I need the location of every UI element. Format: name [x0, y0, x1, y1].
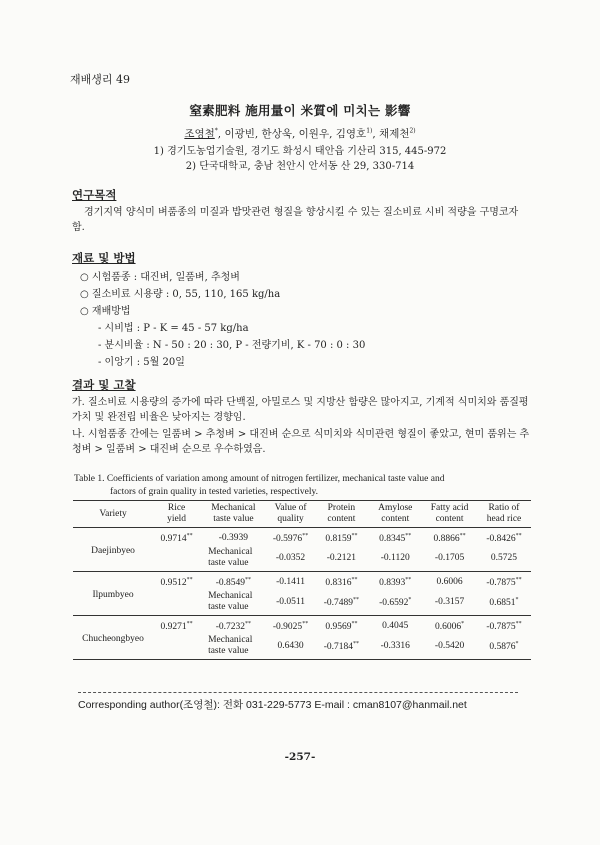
result-item: 나. 시험품종 간에는 일품벼 > 추청벼 > 대진벼 순으로 식미치와 식미관련 형질이 좋았고, 현미 품위는 추청벼 > 일품벼 > 대진벼 순으로 우수하였음. [72, 429, 530, 455]
row-label-mech-taste: Mechanical taste value [200, 589, 267, 616]
table-cell: 0.9271** [160, 621, 193, 633]
variety-cell: Daejinbyeo [73, 528, 153, 572]
method-item: ○ 질소비료 시용량 : 0, 55, 110, 165 kg/ha [80, 289, 281, 300]
table-cell: -0.8549** [215, 577, 252, 589]
table-cell: -0.7184** [314, 633, 368, 660]
co-authors: , 이광빈, 한상욱, 이원우, 김영호 [217, 128, 367, 140]
table-cell: 0.8159** [325, 533, 358, 545]
table-cell [153, 633, 200, 660]
table-cell: -0.5420 [422, 633, 477, 660]
variety-cell: Ilpumbyeo [73, 572, 153, 616]
table-cell: 0.4045 [382, 620, 409, 631]
table-row [73, 572, 531, 590]
table-cell [153, 545, 200, 572]
table-cell: -0.1411 [276, 576, 306, 587]
caption-line: factors of grain quality in tested varieties, respectively. [110, 487, 319, 497]
caption-line: Table 1. Coefficients of variation among amount of nitrogen fertilizer, mechanical taste value and [74, 474, 445, 484]
table-cell: -0.7875** [486, 577, 522, 589]
author-line [0, 126, 600, 141]
method-sub-item: - 분시비율 : N - 50 : 20 : 30, P - 전량기비, K - 70 : 0 : 30 [98, 340, 366, 351]
last-author: , 채제천 [372, 128, 410, 140]
running-header: 재배생리 49 [70, 73, 130, 86]
table-cell: -0.7232** [215, 621, 252, 633]
table-row [73, 528, 531, 546]
method-item: ○ 시험품종 : 대진벼, 일품벼, 추청벼 [80, 272, 240, 283]
footnote-divider [78, 692, 518, 693]
table-cell: -0.0511 [267, 589, 315, 616]
table-cell: -0.0352 [267, 545, 315, 572]
method-item: ○ 재배방법 [80, 306, 131, 317]
table-cell: 0.8393** [379, 577, 412, 589]
corresponding-author: Corresponding author(조영철): 전화 031-229-5773 E-mail : cman8107@hanmail.net [78, 699, 467, 711]
method-sub-item: - 이앙기 : 5월 20일 [98, 357, 185, 368]
row-label-mech-taste: Mechanical taste value [200, 633, 267, 660]
section-heading-methods: 재료 및 방법 [72, 251, 136, 265]
table-cell: -0.6592* [368, 589, 422, 616]
table-cell: 0.5876* [477, 633, 531, 660]
method-sub-item: - 시비법 : P - K = 45 - 57 kg/ha [98, 323, 249, 334]
author-mark: * [214, 127, 218, 135]
table-cell: 0.9569** [325, 621, 358, 633]
table-cell: 0.8345** [379, 533, 412, 545]
author-mark: 2) [409, 127, 416, 135]
table-cell: 0.5725 [477, 545, 531, 572]
row-label-mech-taste: Mechanical taste value [200, 545, 267, 572]
variety-cell: Chucheongbyeo [73, 616, 153, 660]
table-body [73, 528, 531, 660]
table-cell: -0.5976** [272, 533, 309, 545]
col-header-amylose: Amylose content [368, 501, 422, 528]
table-cell: -0.3939 [218, 532, 249, 543]
table-cell: -0.1120 [368, 545, 422, 572]
result-item: 가. 질소비료 시용량의 증가에 따라 단백질, 아밀로스 및 지방산 함량은 많아지고, 기계적 식미치와 품질평가치 및 완전립 비율은 낮아지는 경향임. [72, 397, 529, 423]
table-cell: -0.7489** [314, 589, 368, 616]
results-table [73, 500, 531, 660]
col-header-rice-yield: Rice yield [153, 501, 200, 528]
table-cell: 0.6430 [267, 633, 315, 660]
table-cell: -0.3316 [368, 633, 422, 660]
table-cell: 0.9512** [160, 577, 193, 589]
section-heading-results: 결과 및 고찰 [72, 378, 136, 392]
col-header-fatty-acid: Fatty acid content [422, 501, 477, 528]
objective-text: 경기지역 양식미 벼품종의 미질과 밥맛관련 형질을 향상시킬 수 있는 질소비료 시비 적량을 구명코자 함. [72, 207, 519, 233]
affiliation-1: 1) 경기도농업기술원, 경기도 화성시 태안읍 기산리 315, 445-972 [153, 146, 447, 157]
table-cell: -0.2121 [314, 545, 368, 572]
table-cell: -0.1705 [422, 545, 477, 572]
paper-title: 窒素肥料 施用量이 米質에 미치는 影響 [189, 103, 411, 118]
col-header-value-quality: Value of quality [267, 501, 315, 528]
col-header-head-rice: Ratio of head rice [477, 501, 531, 528]
table-cell: 0.8866** [433, 533, 466, 545]
table-cell: 0.9714** [160, 533, 193, 545]
table-cell: -0.9025** [272, 621, 309, 633]
table-caption [74, 473, 534, 499]
author-mark: 1) [366, 127, 373, 135]
table-cell: -0.8426** [486, 533, 522, 545]
col-header-protein: Protein content [314, 501, 368, 528]
table-cell: 0.6006 [436, 576, 463, 587]
page-number: -257- [284, 751, 316, 763]
col-header-mech-taste: Mechanical taste value [200, 501, 267, 528]
table-row [73, 616, 531, 634]
table-cell: 0.6006* [434, 621, 465, 633]
table-cell: -0.3157 [422, 589, 477, 616]
col-header-variety: Variety [73, 501, 153, 528]
table-cell: -0.7875** [486, 621, 522, 633]
table-cell: 0.6851* [477, 589, 531, 616]
table-cell: 0.8316** [325, 577, 358, 589]
table-header-row [73, 501, 531, 528]
affiliation-2: 2) 단국대학교, 충남 천안시 안서동 산 29, 330-714 [185, 161, 415, 172]
section-heading-objective: 연구목적 [72, 188, 117, 202]
first-author: 조영철 [184, 128, 215, 140]
table-cell [153, 589, 200, 616]
